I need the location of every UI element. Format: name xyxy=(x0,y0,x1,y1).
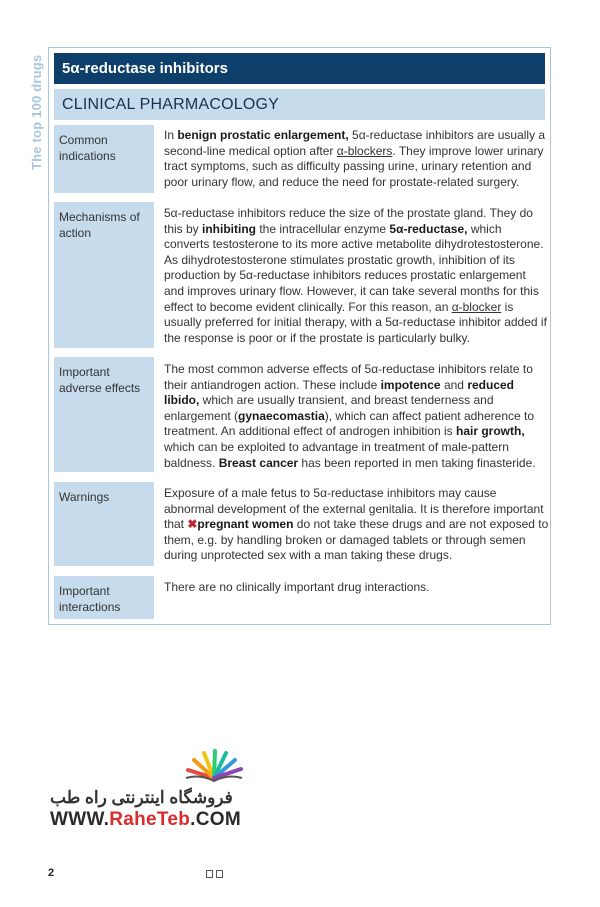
text-segment: In xyxy=(164,128,178,142)
text-segment: There are no clinically important drug interactions. xyxy=(164,580,430,594)
book-logo-icon xyxy=(182,748,246,784)
text-segment: . They improve lower urinary tract symptoms, such as difficulty passing urine, urinary retention and poor urinary flow, and reduce the need for prostate-related surgery. xyxy=(164,143,544,189)
text-segment: which converts testosterone to its more active metabolite dihydrotestosterone. As dihydrotestosterone stimulates prostatic growth, inhibition of its production by 5α-reductase inhibitors reduces prostatic enlargement and improves urinary flow. However, it can take several months for this effect to become evident clinically. For this reason, an xyxy=(164,221,544,314)
text-segment: the intracellular enzyme xyxy=(256,221,390,236)
text-segment: impotence xyxy=(380,377,441,392)
store-name: فروشگاه اینترنتی راه طب xyxy=(50,788,233,807)
row-text-adverse-effects xyxy=(164,362,549,471)
text-segment: 5α-reductase inhibitors reduce the size of the prostate gland. They do this by xyxy=(164,206,533,236)
text-segment: benign prostatic enlargement, xyxy=(177,128,349,142)
text-segment: α-blockers xyxy=(336,143,393,158)
row-label-interactions: Important interactions xyxy=(54,576,154,619)
text-segment: has been reported in men taking finasteride. xyxy=(298,455,536,470)
row-text-mechanisms xyxy=(164,206,549,346)
url-prefix: WWW. xyxy=(50,809,110,830)
drug-title: 5α-reductase inhibitors xyxy=(54,53,545,84)
url-suffix: .COM xyxy=(190,809,241,830)
text-segment: gynaecomastia xyxy=(238,408,325,423)
row-label-warnings: Warnings xyxy=(54,482,154,566)
row-label-indications: Common indications xyxy=(54,125,154,193)
placeholder-glyphs xyxy=(206,865,228,875)
text-segment: inhibiting xyxy=(202,221,256,236)
text-segment: and xyxy=(440,377,468,392)
text-segment: α-blocker xyxy=(451,299,502,314)
row-label-adverse-effects: Important adverse effects xyxy=(54,357,154,472)
section-heading: CLINICAL PHARMACOLOGY xyxy=(54,89,545,120)
warning-cross-icon: ✖ xyxy=(187,517,198,532)
text-segment: hair growth, xyxy=(455,424,525,439)
row-label-mechanisms: Mechanisms of action xyxy=(54,202,154,348)
text-segment: Breast cancer xyxy=(218,455,299,470)
text-segment: pregnant women xyxy=(197,517,294,532)
text-segment: 5α-reductase, xyxy=(389,221,468,236)
text-segment: which can be exploited to advantage in treatment of male-pattern baldness. xyxy=(164,439,509,470)
text-segment: reduced libido, xyxy=(164,377,514,408)
text-segment: The most common adverse effects of 5α-reductase inhibitors relate to their antiandrogen action. These include xyxy=(164,362,533,392)
url-brand: RaheTeb xyxy=(109,809,191,830)
text-segment: Exposure of a male fetus to 5α-reductase inhibitors may cause abnormal development of the external genitalia. It is therefore important that xyxy=(164,486,544,532)
text-segment: do not take these drugs and are not exposed to them, e.g. by handling broken or damaged tablets or through semen during unprotected sex with a man taking these drugs. xyxy=(164,517,549,563)
text-segment: 5α-reductase inhibitors are usually a second-line medical option after xyxy=(164,128,546,158)
page-number: 2 xyxy=(48,867,55,879)
store-url xyxy=(50,809,241,831)
row-text-warnings xyxy=(164,486,549,564)
running-head-text: The top 100 drugs xyxy=(29,54,44,170)
row-text-interactions xyxy=(164,580,549,596)
text-segment: which are usually transient, and breast tenderness and enlargement ( xyxy=(164,393,494,423)
text-segment: ), which can affect patient adherence to treatment. An additional effect of androgen inhibition is xyxy=(164,408,535,439)
row-text-indications xyxy=(164,128,549,190)
running-head xyxy=(26,48,44,173)
text-segment: is usually preferred for initial therapy, with a 5α-reductase inhibitor added if the response is poor or if the prostate is particularly bulky. xyxy=(164,299,547,345)
